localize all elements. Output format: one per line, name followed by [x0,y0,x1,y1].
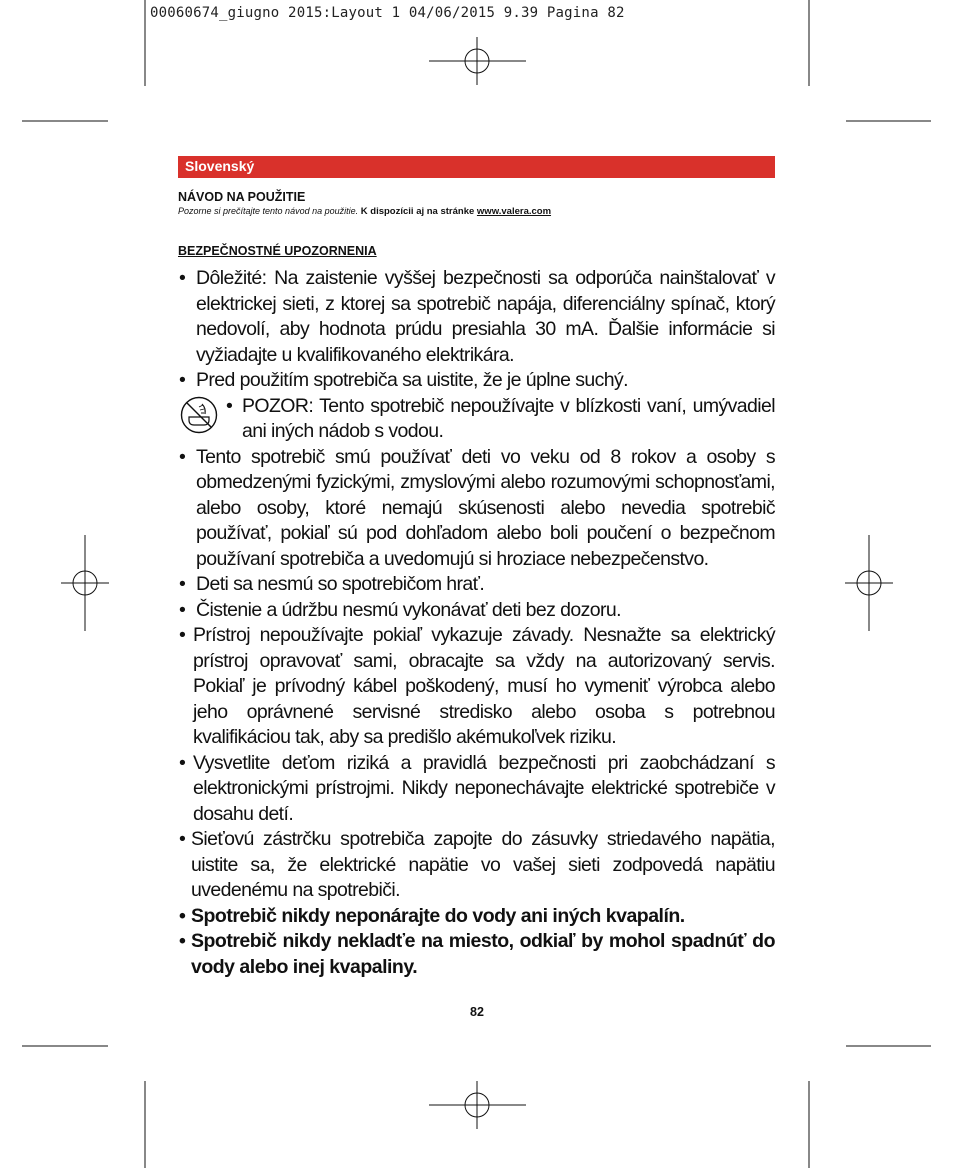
item-text: Spotrebič nikdy nekladťe na miesto, odkiaľ by mohol spadnúť do vody alebo inej kvapaliny. [191,930,775,978]
list-item [178,827,775,904]
document-subtitle [178,206,778,217]
item-text: Dôležité: Na zaistenie vyššej bezpečnosti sa odporúča nainštalovať v elektrickej sieti, z ktorej sa spotrebič napája, diferenciálny spínač, ktorý nedovolí, aby hodnota prúdu presiahla 30 mA. Ďalšie informácie si vyžiadajte u kvalifikovaného elektrikára. [196,267,775,366]
list-item [178,623,775,751]
item-text: Tento spotrebič smú používať deti vo veku od 8 rokov a osoby s obmedzenými fyzickými, zmyslovými alebo rozumovými schopnosťami, alebo osoby, ktoré nemajú skúsenosti alebo nevedia spotrebič používať, pokiaľ sú pod dohľadom alebo boli poučení o bezpečnom používaní spotrebiča a uvedomujú si hroziace nebezpečenstvo. [196,445,775,570]
bullet: • [179,573,186,595]
item-text: Deti sa nesmú so spotrebičom hrať. [196,573,485,595]
list-item [178,445,775,573]
read-instructions-note: Pozorne si prečítajte tento návod na použitie. [178,206,359,216]
document-title: NÁVOD NA POUŽITIE [178,190,306,204]
list-item [178,368,775,394]
item-text: Prístroj nepoužívajte pokiaľ vykazuje závady. Nesnažte sa elektrický prístroj opravovať sami, obracajte sa vždy na autorizovaný servis. Pokiaľ je prívodný kábel poškodený, musí ho vymeniť výrobca alebo jeho oprávnené servisné stredisko alebo osoba s potrebnou kvalifikáciou tak, aby sa predišlo akémukoľvek riziku. [193,624,775,748]
list-item [178,266,775,368]
bullet: • [179,369,186,391]
bullet: • [226,394,233,417]
list-item [178,598,775,624]
list-item [178,572,775,598]
page-number: 82 [470,1005,484,1019]
bullet: • [179,445,186,468]
availability-text: K dispozícii aj na stránke [360,206,475,217]
list-item-warning [178,394,775,445]
bullet: • [179,904,186,927]
item-text: Čistenie a údržbu nesmú vykonávať deti bez dozoru. [196,598,621,621]
bullet: • [179,828,186,850]
print-slug: 00060674_giugno 2015:Layout 1 04/06/2015 9.39 Pagina 82 [150,5,625,21]
list-item [178,751,775,828]
bullet: • [179,598,186,621]
item-text: Pred použitím spotrebiča sa uistite, že je úplne suchý. [196,369,628,391]
list-item-bold [178,929,775,980]
section-title: BEZPEČNOSTNÉ UPOZORNENIA [178,244,377,258]
bullet: • [179,751,186,774]
item-text: Vysvetlite deťom riziká a pravidlá bezpečnosti pri zaobchádzaní s elektronickými prístrojmi. Nikdy neponechávajte elektrické spotrebiče v dosahu detí. [193,751,775,825]
website-link[interactable]: www.valera.com [476,206,552,217]
bullet: • [179,930,186,952]
item-text: Spotrebič nikdy neponárajte do vody ani iných kvapalín. [191,904,685,927]
safety-list [178,266,775,980]
bullet: • [179,624,186,646]
item-text: POZOR: Tento spotrebič nepoužívajte v blízkosti vaní, umývadiel ani iných nádob s vodou. [242,394,775,442]
bullet: • [179,267,186,289]
list-item-bold [178,904,775,930]
language-label: Slovenský [185,158,255,174]
language-header-bar [178,156,775,178]
item-text: Sieťovú zástrčku spotrebiča zapojte do zásuvky striedavého napätia, uistite sa, že elektrické napätie vo vašej sieti zodpovedá napätiu uvedenému na spotrebiči. [191,828,775,901]
no-water-bath-icon [180,396,218,434]
